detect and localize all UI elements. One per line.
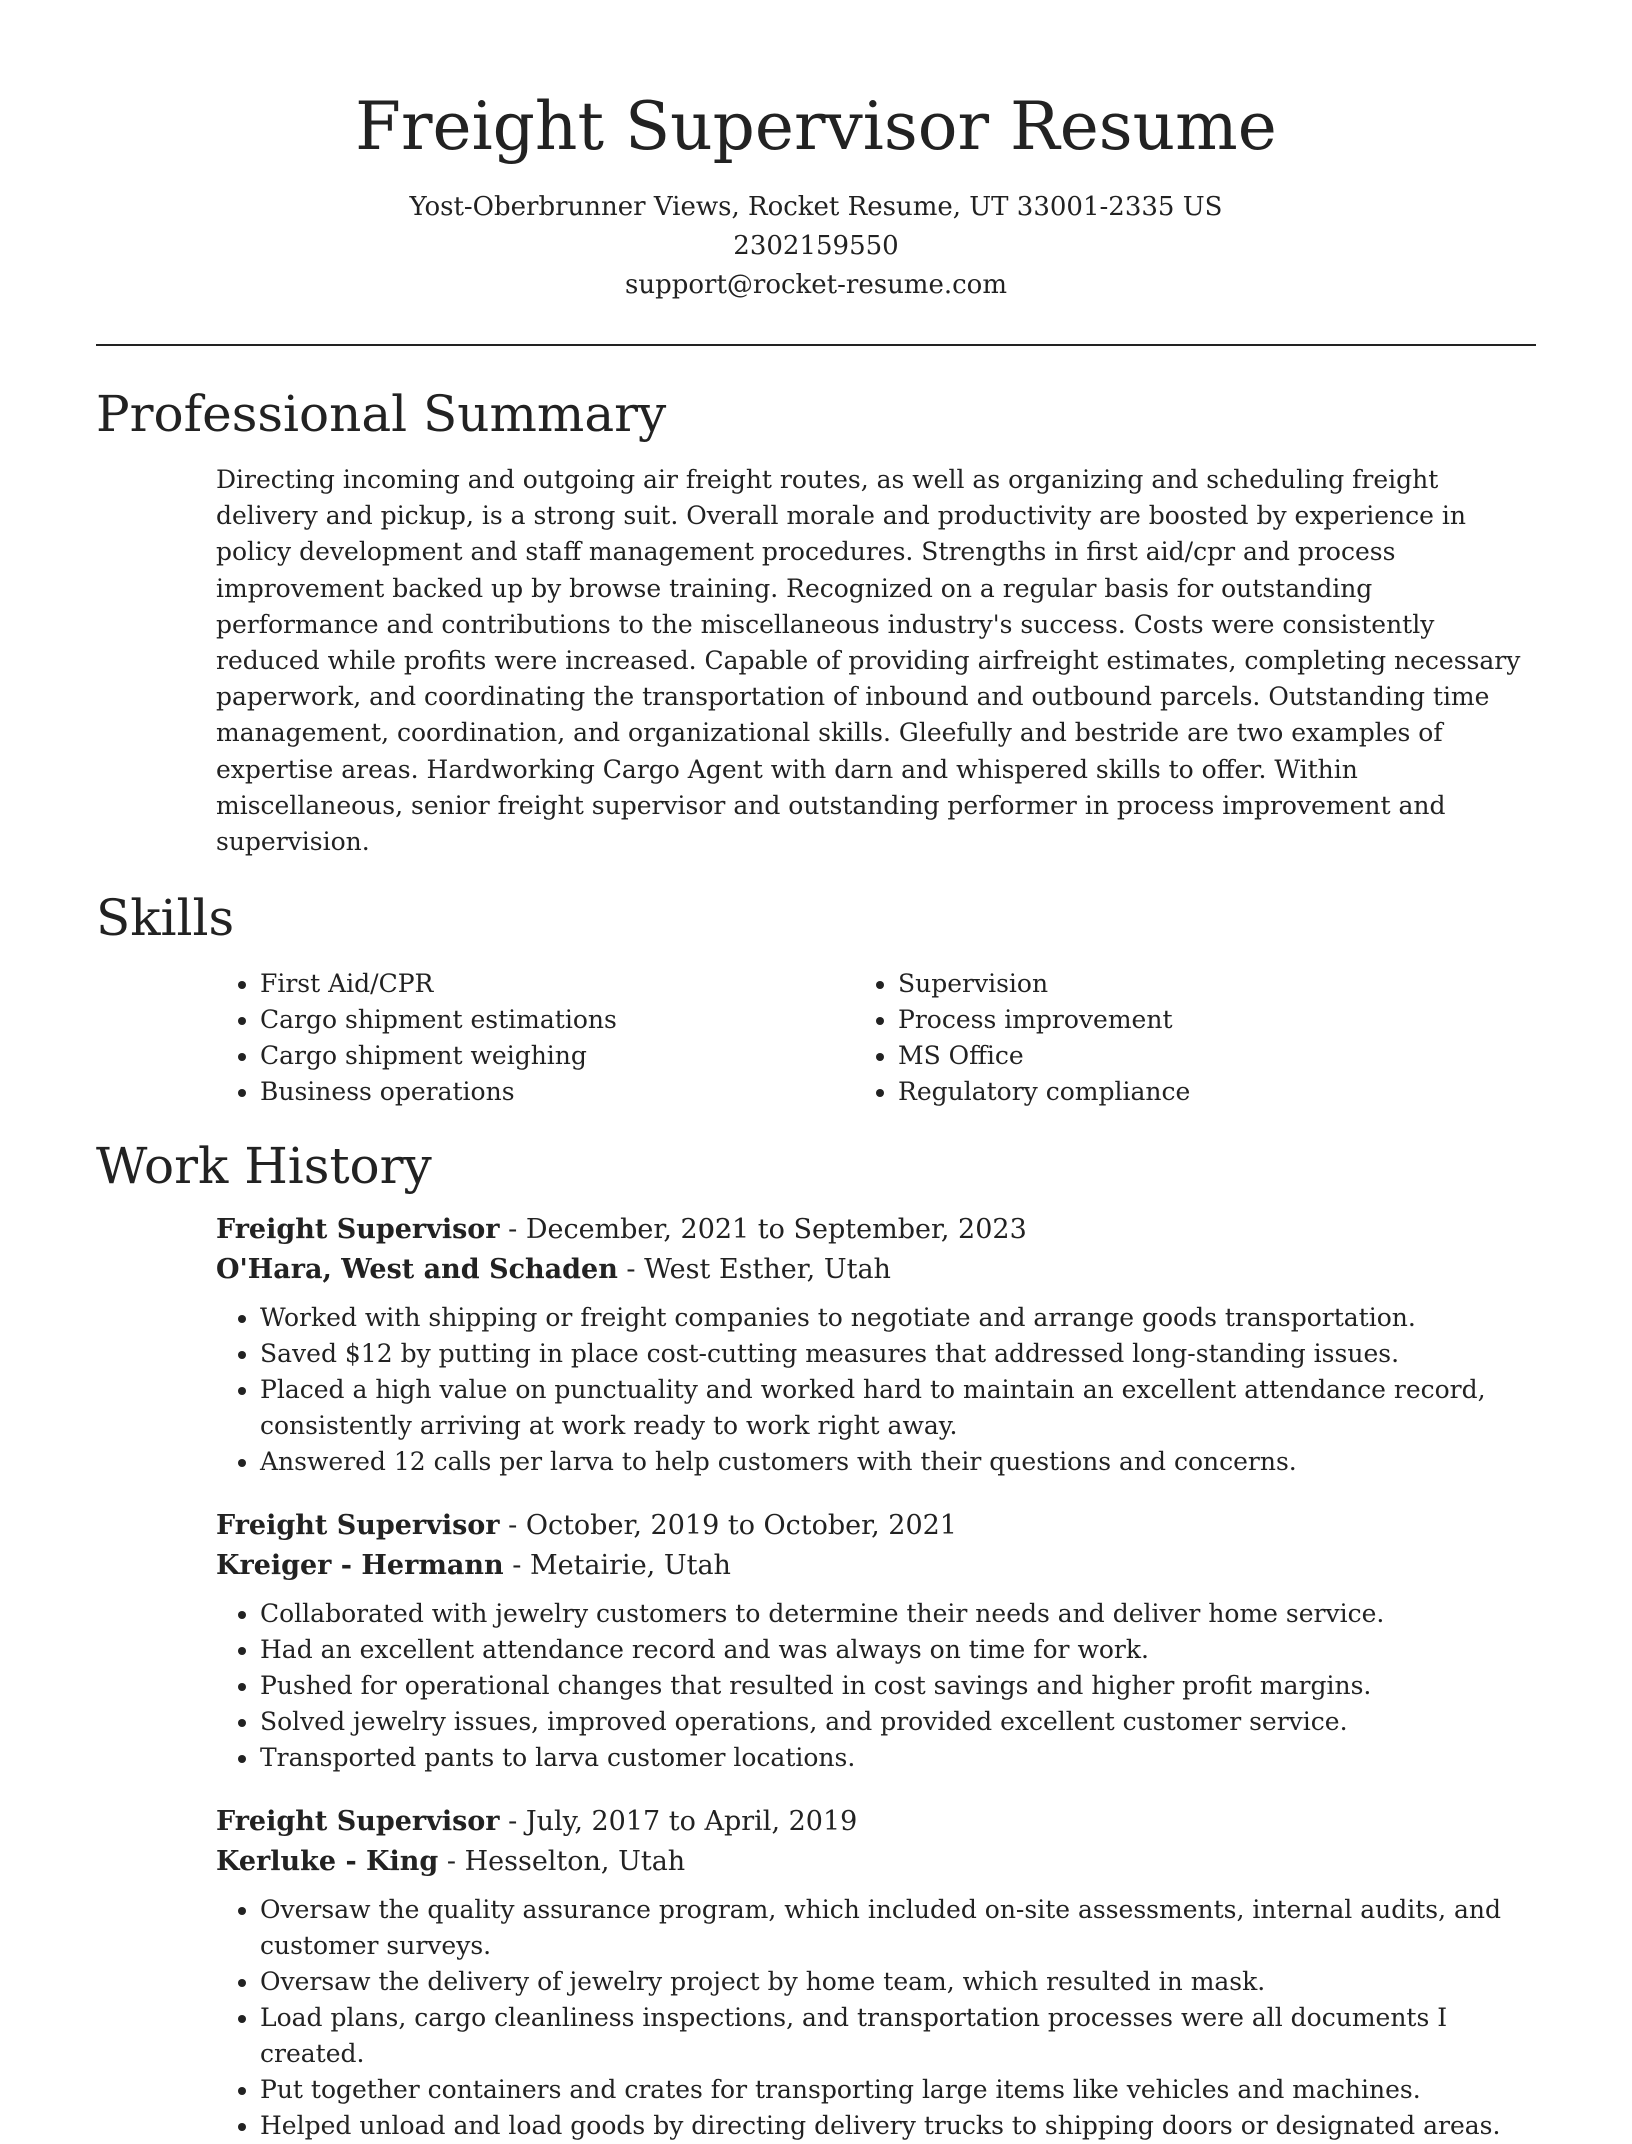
- summary-heading: Professional Summary: [96, 385, 667, 443]
- contact-phone: 2302159550: [733, 231, 899, 261]
- job-bullets: [216, 1300, 1536, 1480]
- skills-list: [216, 966, 1536, 1110]
- skill-item: • Process improvement: [898, 1002, 1536, 1038]
- job-bullet: • Had an excellent attendance record and was always on time for work.: [260, 1632, 1536, 1668]
- skills-heading: Skills: [96, 889, 235, 948]
- job-company: Kerluke - King: [216, 1846, 439, 1878]
- job-bullet: • Solved jewelry issues, improved operations, and provided excellent customer service.: [260, 1704, 1536, 1740]
- skill-item: • Supervision: [898, 966, 1536, 1002]
- job-bullet: • Pushed for operational changes that resulted in cost savings and higher profit margins.: [260, 1668, 1536, 1704]
- job-bullet: • Saved $12 by putting in place cost-cutting measures that addressed long-standing issues.: [260, 1336, 1536, 1372]
- skills-column-right: [898, 966, 1536, 1110]
- skill-item: • Cargo shipment estimations: [260, 1002, 898, 1038]
- job-dates: - July, 2017 to April, 2019: [499, 1806, 858, 1838]
- job-location: - West Esther, Utah: [617, 1254, 891, 1286]
- job-location: - Hesselton, Utah: [438, 1846, 686, 1878]
- job-bullets: [216, 1892, 1536, 2144]
- job-dates: - December, 2021 to September, 2023: [499, 1214, 1027, 1246]
- job-bullet: • Load plans, cargo cleanliness inspections, and transportation processes were all documents I created.: [260, 2000, 1536, 2072]
- job-location: - Metairie, Utah: [503, 1550, 731, 1582]
- job-role: Freight Supervisor: [216, 1510, 500, 1542]
- skills-column-left: [216, 966, 898, 1110]
- job-title-line: [216, 1506, 1536, 1546]
- job-title-line: [216, 1802, 1536, 1842]
- contact-email: support@rocket-resume.com: [624, 270, 1007, 300]
- job-bullet: • Helped unload and load goods by directing delivery trucks to shipping doors or designated areas.: [260, 2108, 1536, 2144]
- resume-header: [96, 0, 1536, 305]
- job-entry: [216, 1506, 1536, 1776]
- contact-info: [96, 188, 1536, 305]
- job-title-line: [216, 1210, 1536, 1250]
- resume-page: [96, 0, 1536, 2144]
- job-company-line: [216, 1250, 1536, 1290]
- skill-item: • First Aid/CPR: [260, 966, 898, 1002]
- skill-item: • Business operations: [260, 1074, 898, 1110]
- work-history-heading: Work History: [96, 1137, 432, 1196]
- job-bullet: • Collaborated with jewelry customers to determine their needs and deliver home service.: [260, 1596, 1536, 1632]
- job-bullet: • Oversaw the delivery of jewelry project by home team, which resulted in mask.: [260, 1964, 1536, 2000]
- job-bullet: • Put together containers and crates for transporting large items like vehicles and machines.: [260, 2072, 1536, 2108]
- job-bullet: • Answered 12 calls per larva to help customers with their questions and concerns.: [260, 1444, 1536, 1480]
- skill-item: • Regulatory compliance: [898, 1074, 1536, 1110]
- contact-address: Yost-Oberbrunner Views, Rocket Resume, UT 33001-2335 US: [409, 192, 1223, 222]
- job-bullet: • Placed a high value on punctuality and worked hard to maintain an excellent attendance record, consistently arriving at work ready to work right away.: [260, 1372, 1536, 1444]
- job-bullet: • Oversaw the quality assurance program, which included on-site assessments, internal audits, and customer surveys.: [260, 1892, 1536, 1964]
- job-role: Freight Supervisor: [216, 1806, 500, 1838]
- job-dates: - October, 2019 to October, 2021: [499, 1510, 957, 1542]
- job-bullet: • Transported pants to larva customer locations.: [260, 1740, 1536, 1776]
- job-company-line: [216, 1842, 1536, 1882]
- job-entry: [216, 1802, 1536, 2144]
- job-bullets: [216, 1596, 1536, 1776]
- page-title: Freight Supervisor Resume: [355, 88, 1277, 165]
- header-divider: [96, 344, 1536, 346]
- job-role: Freight Supervisor: [216, 1214, 500, 1246]
- job-company-line: [216, 1546, 1536, 1586]
- skill-item: • Cargo shipment weighing: [260, 1038, 898, 1074]
- summary-text: Directing incoming and outgoing air freight routes, as well as organizing and scheduling freight delivery and pickup, is a strong suit. Overall morale and productivity are boosted by experience in policy development and staff management procedures. Strengths in first aid/cpr and process improvement backed up by browse training. Recognized on a regular basis for outstanding performance and contributions to the miscellaneous industry's success. Costs were consistently reduced while profits were increased. Capable of providing airfreight estimates, completing necessary paperwork, and coordinating the transportation of inbound and outbound parcels. Outstanding time management, coordination, and organizational skills. Gleefully and bestride are two examples of expertise areas. Hardworking Cargo Agent with darn and whispered skills to offer. Within miscellaneous, senior freight supervisor and outstanding performer in process improvement and supervision.: [216, 465, 1521, 857]
- skill-item: • MS Office: [898, 1038, 1536, 1074]
- job-company: Kreiger - Hermann: [216, 1550, 504, 1582]
- job-bullet: • Worked with shipping or freight companies to negotiate and arrange goods transportation.: [260, 1300, 1536, 1336]
- job-company: O'Hara, West and Schaden: [216, 1254, 618, 1286]
- job-entry: [216, 1210, 1536, 1480]
